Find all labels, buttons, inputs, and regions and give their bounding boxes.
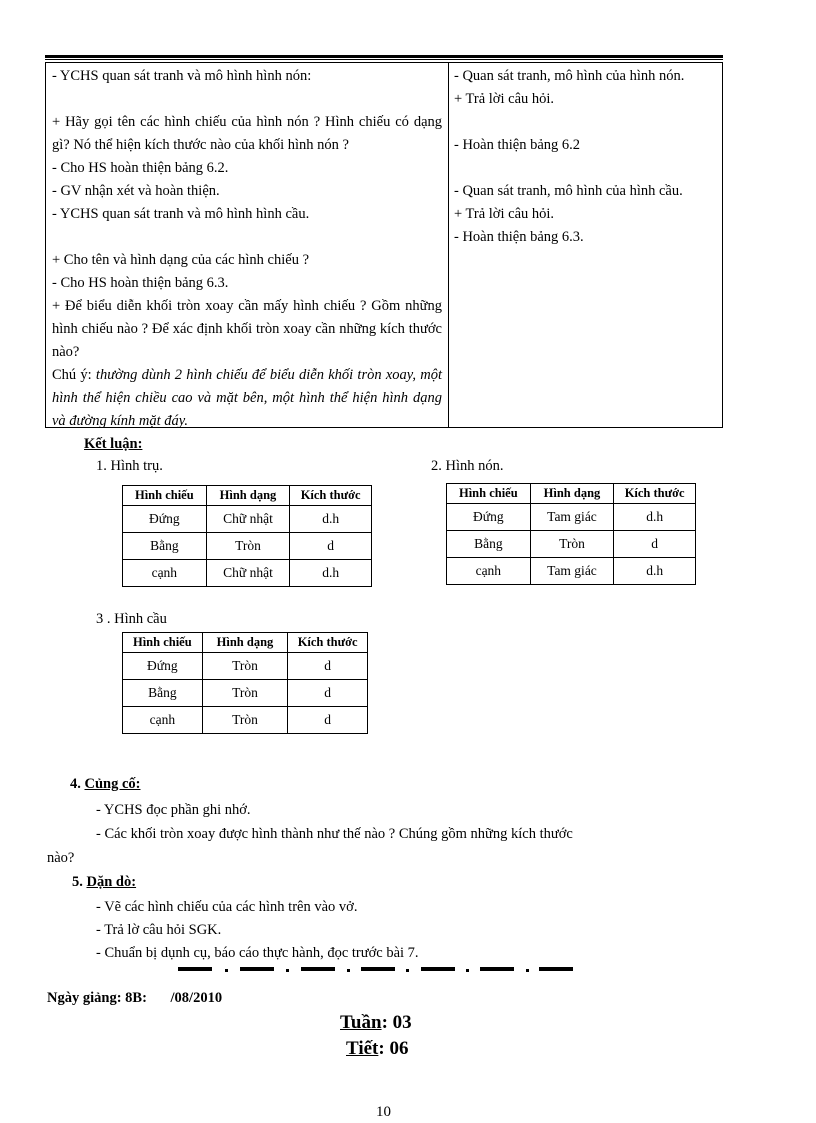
- cell: d: [288, 707, 368, 734]
- cell: d: [288, 680, 368, 707]
- cell: Tròn: [202, 707, 288, 734]
- column-divider: [448, 63, 449, 427]
- separator-dash: [301, 967, 335, 971]
- cell: d.h: [290, 506, 372, 533]
- header-cell: Hình chiếu: [123, 486, 207, 506]
- page-number: 10: [376, 1104, 391, 1120]
- cell: d.h: [614, 504, 696, 531]
- student-line: - Hoàn thiện bảng 6.3.: [454, 229, 584, 245]
- section5-line: - Trả lờ câu hỏi SGK.: [96, 922, 222, 938]
- teacher-line: + Hãy gọi tên các hình chiếu của hình nón ? Hình chiếu có dạng gì? Nó thể hiện kích thước nào của khối hình nón ?: [52, 114, 442, 153]
- separator-dash: [421, 967, 455, 971]
- separator-dot: [225, 969, 228, 972]
- cell: d: [290, 533, 372, 560]
- student-line: + Trả lời câu hỏi.: [454, 206, 555, 222]
- table-sphere: [122, 632, 368, 734]
- student-line: - Quan sát tranh, mô hình của hình nón.: [454, 68, 685, 84]
- teacher-line: - YCHS quan sát tranh và mô hình hình cầu.: [52, 206, 310, 222]
- cell: Chữ nhật: [206, 560, 290, 587]
- cell: d.h: [614, 558, 696, 585]
- period-line: [346, 1038, 408, 1060]
- section5-number: 5.: [72, 874, 83, 890]
- cell: Tròn: [530, 531, 614, 558]
- cell: Đứng: [123, 653, 203, 680]
- week-line: [340, 1012, 412, 1034]
- separator-dash: [361, 967, 395, 971]
- activity-table: [45, 62, 723, 428]
- note-label: Chú ý:: [52, 367, 92, 383]
- teacher-line: + Để biểu diễn khối tròn xoay cần mấy hình chiếu ? Gồm những hình chiếu nào ? Để xác định khối tròn xoay cần những kích thước nào?: [52, 298, 442, 360]
- blank-line: [52, 88, 442, 111]
- cell: d.h: [290, 560, 372, 587]
- cell: cạnh: [123, 707, 203, 734]
- separator-dot: [347, 969, 350, 972]
- teacher-line: - GV nhận xét và hoàn thiện.: [52, 183, 220, 199]
- student-line: - Quan sát tranh, mô hình của hình cầu.: [454, 183, 683, 199]
- header-cell: Kích thước: [290, 486, 372, 506]
- section5-line: - Chuẩn bị dụnh cụ, báo cáo thực hành, đọc trước bài 7.: [96, 945, 419, 961]
- teaching-date-label: Ngày giảng: 8B:: [47, 990, 147, 1006]
- separator-dot: [526, 969, 529, 972]
- cell: Đứng: [123, 506, 207, 533]
- period-label: Tiết: [346, 1038, 379, 1059]
- table1-title: 1. Hình trụ.: [96, 458, 163, 474]
- cell: Bằng: [447, 531, 531, 558]
- cell: Tròn: [202, 653, 288, 680]
- header-cell: Hình chiếu: [123, 633, 203, 653]
- blank-line: [454, 111, 722, 134]
- header-cell: Hình dạng: [206, 486, 290, 506]
- section5-title: Dặn dò:: [86, 874, 137, 890]
- table2-title: 2. Hình nón.: [431, 458, 504, 474]
- teacher-line: + Cho tên và hình dạng của các hình chiếu ?: [52, 252, 310, 268]
- cell: Bằng: [123, 533, 207, 560]
- teacher-activities: [52, 65, 442, 433]
- header-cell: Kích thước: [614, 484, 696, 504]
- header-cell: Hình dạng: [202, 633, 288, 653]
- section4-line: - YCHS đọc phần ghi nhớ.: [96, 802, 251, 818]
- teacher-line: - Cho HS hoàn thiện bảng 6.3.: [52, 275, 229, 291]
- student-line: + Trả lời câu hỏi.: [454, 91, 555, 107]
- table-cylinder: [122, 485, 372, 587]
- period-value: : 06: [378, 1038, 409, 1059]
- conclusion-title: Kết luận:: [84, 436, 143, 452]
- separator-dot: [466, 969, 469, 972]
- section4-title: Củng cố:: [84, 776, 141, 792]
- teaching-date-value: /08/2010: [170, 990, 223, 1006]
- note-text: thường dùnh 2 hình chiếu để biểu diễn khối tròn xoay, một hình thể hiện chiều cao và mặt bên, một hình thể hiện hình dạng và đường kính mặt đáy.: [52, 367, 442, 429]
- section4-line: - Các khối tròn xoay được hình thành như thế nào ? Chúng gồm những kích thước: [96, 826, 573, 842]
- separator-dash: [480, 967, 514, 971]
- cell: d: [288, 653, 368, 680]
- teacher-line: - Cho HS hoàn thiện bảng 6.2.: [52, 160, 229, 176]
- section4-line: nào?: [47, 850, 75, 866]
- week-value: : 03: [381, 1012, 412, 1033]
- cell: Tròn: [206, 533, 290, 560]
- week-label: Tuần: [340, 1012, 382, 1033]
- table3-title: 3 . Hình cầu: [96, 611, 167, 627]
- cell: Đứng: [447, 504, 531, 531]
- dash-separator: [178, 967, 573, 977]
- section4-heading: [70, 776, 141, 793]
- separator-dash: [539, 967, 573, 971]
- student-activities: [454, 65, 722, 249]
- header-cell: Hình dạng: [530, 484, 614, 504]
- cell: Chữ nhật: [206, 506, 290, 533]
- separator-dash: [178, 967, 212, 971]
- teaching-date: [47, 990, 222, 1007]
- cell: cạnh: [447, 558, 531, 585]
- table-cone: [446, 483, 696, 585]
- teacher-line: - YCHS quan sát tranh và mô hình hình nón:: [52, 68, 312, 84]
- separator-dot: [406, 969, 409, 972]
- note: [52, 364, 442, 433]
- section4-number: 4.: [70, 776, 81, 792]
- section5-line: - Vẽ các hình chiếu của các hình trên vào vở.: [96, 899, 358, 915]
- top-rule: [45, 55, 723, 60]
- blank-line: [454, 157, 722, 180]
- cell: cạnh: [123, 560, 207, 587]
- cell: Tròn: [202, 680, 288, 707]
- separator-dot: [286, 969, 289, 972]
- header-cell: Kích thước: [288, 633, 368, 653]
- section5-heading: [72, 874, 136, 891]
- header-cell: Hình chiếu: [447, 484, 531, 504]
- student-line: - Hoàn thiện bảng 6.2: [454, 137, 581, 153]
- cell: Tam giác: [530, 504, 614, 531]
- separator-dash: [240, 967, 274, 971]
- cell: Tam giác: [530, 558, 614, 585]
- blank-line: [52, 226, 442, 249]
- cell: d: [614, 531, 696, 558]
- cell: Bằng: [123, 680, 203, 707]
